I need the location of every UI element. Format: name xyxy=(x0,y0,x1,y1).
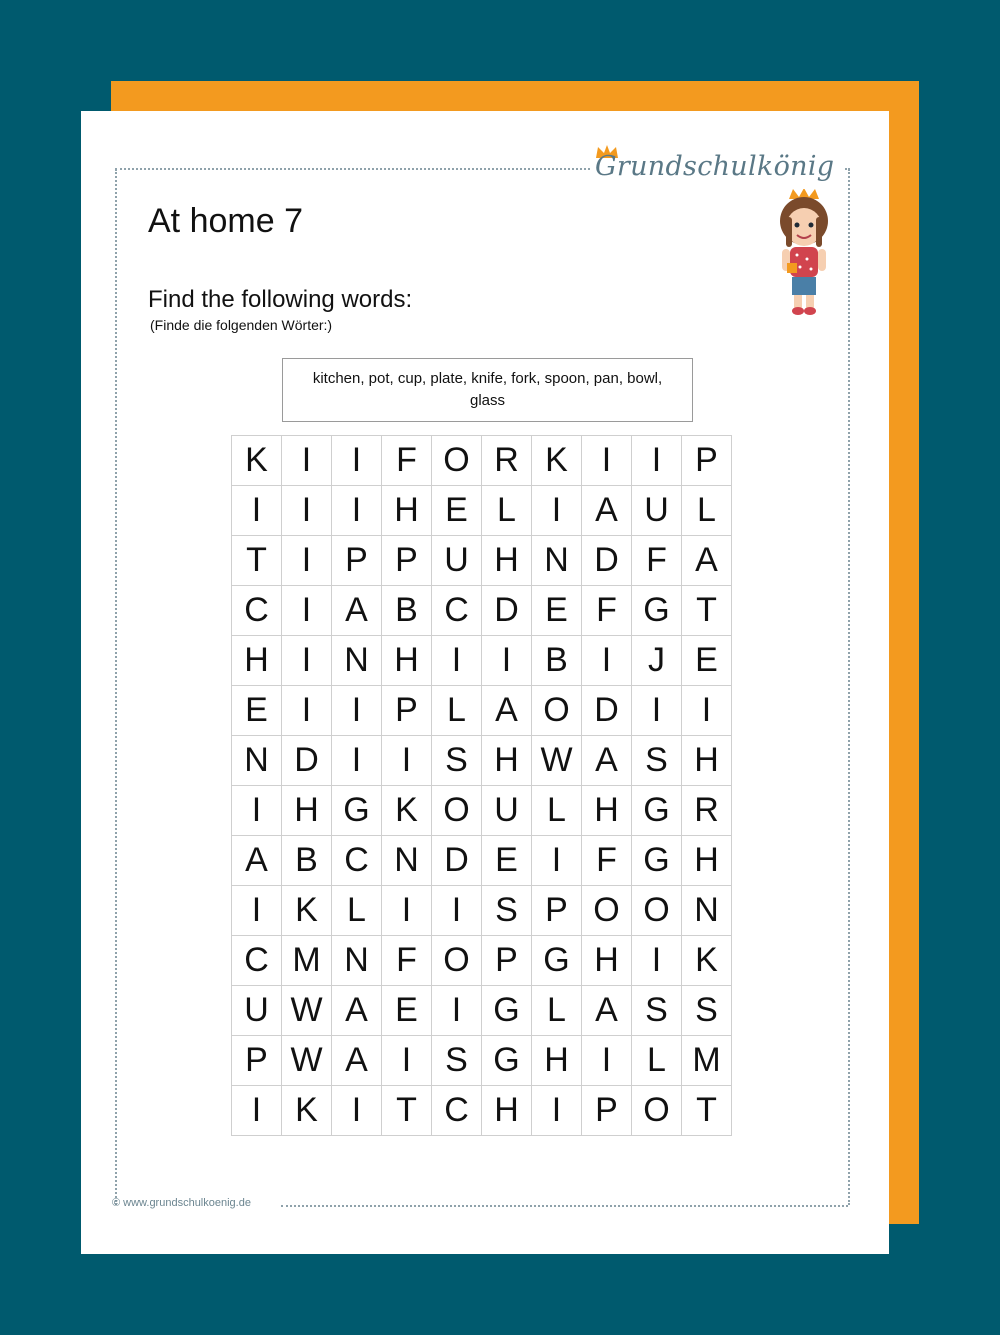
word-list-box xyxy=(282,358,693,422)
grid-cell: H xyxy=(482,736,532,786)
grid-cell: I xyxy=(332,736,382,786)
grid-cell: O xyxy=(632,886,682,936)
grid-cell: I xyxy=(432,636,482,686)
worksheet-page xyxy=(81,111,889,1254)
grid-cell: I xyxy=(282,636,332,686)
grid-cell: I xyxy=(432,986,482,1036)
grid-cell: I xyxy=(632,686,682,736)
grid-cell: I xyxy=(582,636,632,686)
grid-cell: A xyxy=(332,986,382,1036)
grid-cell: C xyxy=(232,936,282,986)
grid-cell: W xyxy=(282,1036,332,1086)
grid-cell: K xyxy=(282,886,332,936)
grid-cell: P xyxy=(682,436,732,486)
grid-cell: M xyxy=(282,936,332,986)
grid-cell: O xyxy=(432,436,482,486)
grid-cell: D xyxy=(432,836,482,886)
grid-cell: N xyxy=(532,536,582,586)
grid-cell: I xyxy=(382,886,432,936)
grid-cell: K xyxy=(532,436,582,486)
grid-cell: I xyxy=(332,1086,382,1136)
grid-cell: O xyxy=(582,886,632,936)
grid-cell: F xyxy=(582,836,632,886)
grid-cell: H xyxy=(482,1086,532,1136)
grid-cell: C xyxy=(332,836,382,886)
grid-cell: I xyxy=(282,686,332,736)
grid-cell: G xyxy=(482,986,532,1036)
brand-logo: Grundschulkönig xyxy=(595,151,835,182)
grid-cell: E xyxy=(532,586,582,636)
grid-cell: I xyxy=(282,586,332,636)
grid-cell: I xyxy=(582,436,632,486)
grid-cell: I xyxy=(332,686,382,736)
grid-cell: D xyxy=(582,686,632,736)
grid-cell: L xyxy=(482,486,532,536)
grid-cell: C xyxy=(232,586,282,636)
grid-cell: H xyxy=(232,636,282,686)
grid-cell: E xyxy=(232,686,282,736)
grid-cell: B xyxy=(382,586,432,636)
grid-cell: G xyxy=(632,586,682,636)
grid-cell: F xyxy=(632,536,682,586)
grid-cell: J xyxy=(632,636,682,686)
grid-cell: P xyxy=(582,1086,632,1136)
grid-cell: I xyxy=(432,886,482,936)
grid-cell: I xyxy=(382,736,432,786)
grid-cell: E xyxy=(432,486,482,536)
dotted-frame-bottom xyxy=(281,1205,848,1207)
letter-grid xyxy=(231,435,732,1136)
grid-cell: U xyxy=(632,486,682,536)
grid-cell: A xyxy=(332,1036,382,1086)
grid-cell: A xyxy=(582,736,632,786)
grid-cell: S xyxy=(432,1036,482,1086)
grid-cell: C xyxy=(432,586,482,636)
grid-cell: N xyxy=(232,736,282,786)
grid-cell: I xyxy=(532,486,582,536)
grid-cell: U xyxy=(432,536,482,586)
grid-cell: N xyxy=(682,886,732,936)
grid-cell: L xyxy=(682,486,732,536)
grid-cell: I xyxy=(282,486,332,536)
copyright-footer: © www.grundschulkoenig.de xyxy=(112,1197,251,1209)
grid-cell: P xyxy=(332,536,382,586)
instruction: Find the following words: xyxy=(148,286,413,313)
instruction-translation: (Finde die folgenden Wörter:) xyxy=(150,317,333,333)
grid-cell: T xyxy=(682,1086,732,1136)
grid-cell: A xyxy=(332,586,382,636)
grid-cell: A xyxy=(582,986,632,1036)
grid-cell: L xyxy=(532,986,582,1036)
grid-cell: G xyxy=(632,786,682,836)
worksheet-title: At home 7 xyxy=(148,202,303,240)
grid-cell: I xyxy=(382,1036,432,1086)
grid-cell: I xyxy=(532,1086,582,1136)
grid-cell: I xyxy=(232,886,282,936)
grid-cell: O xyxy=(432,786,482,836)
grid-cell: L xyxy=(432,686,482,736)
grid-cell: T xyxy=(682,586,732,636)
word-list: kitchen, pot, cup, plate, knife, fork, spoon, pan, bowl, glass xyxy=(312,370,663,409)
grid-cell: A xyxy=(482,686,532,736)
grid-cell: I xyxy=(282,536,332,586)
grid-cell: A xyxy=(682,536,732,586)
grid-cell: B xyxy=(282,836,332,886)
grid-cell: H xyxy=(532,1036,582,1086)
grid-cell: D xyxy=(482,586,532,636)
grid-cell: H xyxy=(382,486,432,536)
grid-cell: L xyxy=(332,886,382,936)
grid-cell: K xyxy=(382,786,432,836)
dotted-frame-top xyxy=(115,168,590,170)
grid-cell: P xyxy=(482,936,532,986)
grid-cell: G xyxy=(482,1036,532,1086)
grid-cell: G xyxy=(532,936,582,986)
grid-cell: U xyxy=(482,786,532,836)
grid-cell: L xyxy=(632,1036,682,1086)
grid-cell: W xyxy=(532,736,582,786)
grid-cell: S xyxy=(632,736,682,786)
grid-cell: A xyxy=(232,836,282,886)
grid-cell: D xyxy=(282,736,332,786)
grid-cell: H xyxy=(282,786,332,836)
grid-cell: I xyxy=(232,1086,282,1136)
grid-cell: K xyxy=(282,1086,332,1136)
grid-cell: T xyxy=(232,536,282,586)
grid-cell: W xyxy=(282,986,332,1036)
dotted-frame-top-end xyxy=(845,168,848,170)
grid-cell: L xyxy=(532,786,582,836)
grid-cell: U xyxy=(232,986,282,1036)
grid-cell: H xyxy=(482,536,532,586)
grid-cell: K xyxy=(232,436,282,486)
grid-cell: B xyxy=(532,636,582,686)
grid-cell: H xyxy=(582,936,632,986)
grid-cell: F xyxy=(382,436,432,486)
grid-cell: P xyxy=(382,686,432,736)
grid-cell: O xyxy=(532,686,582,736)
grid-cell: F xyxy=(382,936,432,986)
grid-cell: E xyxy=(482,836,532,886)
grid-cell: E xyxy=(382,986,432,1036)
grid-cell: I xyxy=(332,486,382,536)
grid-cell: I xyxy=(582,1036,632,1086)
grid-cell: I xyxy=(532,836,582,886)
grid-cell: N xyxy=(332,636,382,686)
grid-cell: G xyxy=(632,836,682,886)
grid-cell: P xyxy=(532,886,582,936)
grid-cell: C xyxy=(432,1086,482,1136)
grid-cell: M xyxy=(682,1036,732,1086)
grid-cell: P xyxy=(382,536,432,586)
grid-cell: K xyxy=(682,936,732,986)
grid-cell: H xyxy=(582,786,632,836)
grid-cell: A xyxy=(582,486,632,536)
grid-cell: R xyxy=(682,786,732,836)
grid-cell: S xyxy=(682,986,732,1036)
grid-cell: N xyxy=(382,836,432,886)
grid-cell: N xyxy=(332,936,382,986)
grid-cell: S xyxy=(482,886,532,936)
grid-cell: E xyxy=(682,636,732,686)
grid-cell: G xyxy=(332,786,382,836)
grid-cell: O xyxy=(432,936,482,986)
grid-cell: I xyxy=(482,636,532,686)
mascot-girl-illustration xyxy=(769,189,839,317)
grid-cell: I xyxy=(632,436,682,486)
grid-cell: P xyxy=(232,1036,282,1086)
grid-cell: H xyxy=(682,836,732,886)
grid-cell: S xyxy=(632,986,682,1036)
grid-cell: O xyxy=(632,1086,682,1136)
grid-cell: I xyxy=(332,436,382,486)
grid-cell: F xyxy=(582,586,632,636)
grid-cell: I xyxy=(232,486,282,536)
grid-cell: H xyxy=(382,636,432,686)
grid-cell: H xyxy=(682,736,732,786)
grid-cell: D xyxy=(582,536,632,586)
grid-cell: S xyxy=(432,736,482,786)
grid-cell: I xyxy=(682,686,732,736)
grid-cell: T xyxy=(382,1086,432,1136)
grid-cell: I xyxy=(282,436,332,486)
grid-cell: R xyxy=(482,436,532,486)
grid-cell: I xyxy=(632,936,682,986)
grid-cell: I xyxy=(232,786,282,836)
